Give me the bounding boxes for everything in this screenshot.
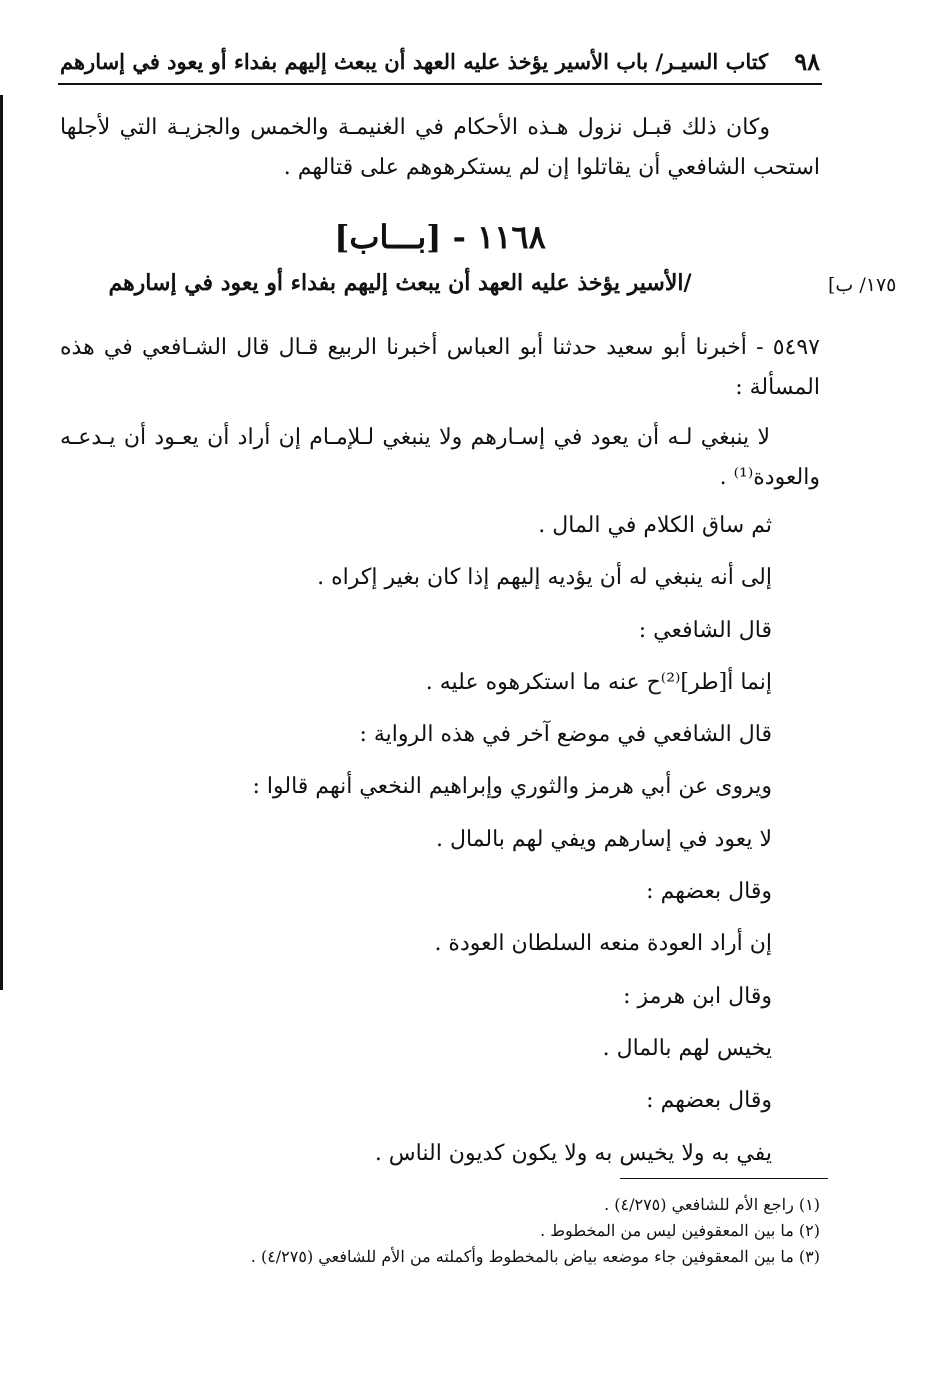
text-line: يخيس لهم بالمال . — [602, 1035, 772, 1061]
ruling-paragraph: لا ينبغي لـه أن يعود في إسـارهم ولا ينبغي لـلإمـام إن أراد أن يعـود أن يـدعـه والعودة⁽¹⁾ . — [60, 425, 820, 490]
footnote-1: (١) راجع الأم للشافعي (٤/٢٧٥) . — [604, 1195, 820, 1214]
text-line: وقال بعضهم : — [646, 1088, 772, 1114]
text-line: قال الشافعي في موضع آخر في هذه الرواية : — [359, 722, 772, 748]
text-line: وقال بعضهم : — [646, 879, 772, 905]
text-line: يفي به ولا يخيس به ولا يكون كديون الناس . — [374, 1140, 772, 1166]
chapter-title: /الأسير يؤخذ عليه العهد أن يبعث إليهم بفداء أو يعود في إسارهم — [108, 270, 692, 296]
text-line: إن أراد العودة منعه السلطان العودة . — [434, 931, 772, 957]
intro-paragraph: وكان ذلك قبـل نزول هـذه الأحكام في الغنيمـة والخمس والجزيـة التي لأجلها استحب الشافعي أن يقاتلوا إن لم يستكرهوهم على قتالهم . — [60, 115, 820, 180]
page-header — [60, 40, 820, 82]
margin-folio-ref: ١٧٥/ ب] — [828, 274, 897, 296]
text-line: لا يعود في إسارهم ويفي لهم بالمال . — [436, 826, 772, 852]
text-line: قال الشافعي : — [638, 617, 772, 643]
text-line: إلى أنه ينبغي له أن يؤديه إليهم إذا كان بغير إكراه . — [317, 565, 772, 591]
text-line: إنما أ[طر]⁽²⁾ح عنه ما استكرهوه عليه . — [425, 669, 772, 695]
text-line: وقال ابن هرمز : — [623, 983, 772, 1009]
text-line: ثم ساق الكلام في المال . — [538, 513, 772, 538]
text-line: ويروى عن أبي هرمز والثوري وإبراهيم النخعي أنهم قالوا : — [252, 774, 772, 800]
footnote-2: (٢) ما بين المعقوفين ليس من المخطوط . — [540, 1221, 820, 1240]
hadith-paragraph: ٥٤٩٧ - أخبرنا أبو سعيد حدثنا أبو العباس أخبرنا الربيع قـال قال الشـافعي في هذه المسألة : — [60, 335, 820, 400]
footnote-3: (٣) ما بين المعقوفين جاء موضعه بياض بالمخطوط وأكملته من الأم للشافعي (٤/٢٧٥) . — [250, 1247, 820, 1266]
footnotes — [150, 1192, 820, 1270]
text-lines — [60, 506, 772, 1186]
page-number: ٩٨ — [794, 46, 820, 76]
header-rule — [58, 83, 822, 85]
running-title: كتاب السيـر/ باب الأسير يؤخذ عليه العهد أن يبعث إليهم بفداء أو يعود في إسارهم — [60, 48, 769, 74]
chapter-number: ١١٦٨ - [بـــاب] — [334, 218, 546, 256]
binding-edge-line — [0, 95, 3, 990]
footnote-rule — [620, 1178, 828, 1179]
